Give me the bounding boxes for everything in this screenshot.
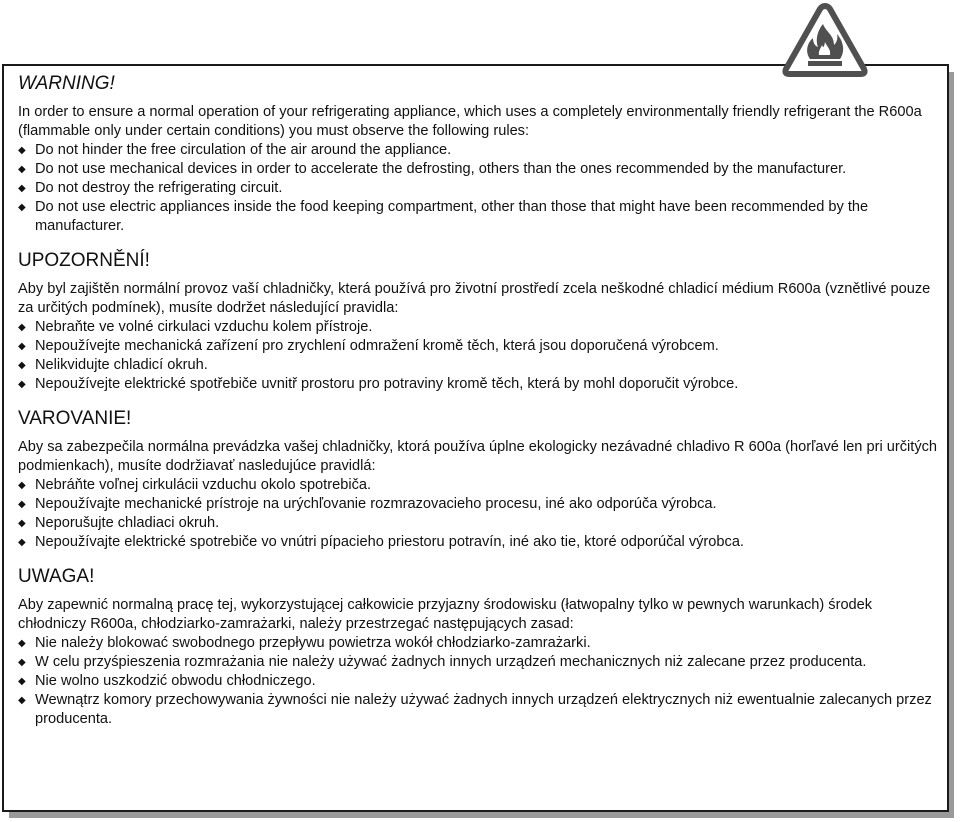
section-intro: Aby sa zabezpečila normálna prevádzka vašej chladničky, ktorá používa úplne ekologicky nezávadné chladivo R 600a (horľavé len pri určitých podmienkach), musíte dodržiavať nasledujúce pravidlá: [18,439,938,474]
bullet-icon: ◆ [18,379,26,390]
rule-item [18,634,938,653]
section-english [18,72,938,236]
section-heading: UPOZORNĚNÍ! [18,250,150,271]
rule-text: Nebráňte voľnej cirkulácii vzduchu okolo spotrebiča. [35,477,372,493]
rules-list [18,634,938,729]
rule-item [18,198,938,236]
bullet-icon: ◆ [18,537,26,548]
rule-item [18,356,938,375]
bullet-icon: ◆ [18,183,26,194]
rules-list [18,476,938,552]
rule-item [18,337,938,356]
rule-item [18,141,938,160]
rule-item [18,160,938,179]
rules-list [18,318,938,394]
rule-text: Do not use mechanical devices in order to accelerate the defrosting, others than the ones recommended by the manufacturer. [35,161,847,177]
rule-item [18,653,938,672]
rule-item [18,495,938,514]
rule-text: Nie wolno uszkodzić obwodu chłodniczego. [35,673,316,689]
rule-text: Neporušujte chladiaci okruh. [35,515,220,531]
rule-item [18,476,938,495]
rule-text: Nepoužívajte mechanické prístroje na urýchľovanie rozmrazovacieho procesu, iné ako odporúča výrobca. [35,496,717,512]
bullet-icon: ◆ [18,676,26,687]
bullet-icon: ◆ [18,145,26,156]
rule-text: Wewnątrz komory przechowywania żywności nie należy używać żadnych innych urządzeń elektrycznych niż ewentualnie zalecanych przez producenta. [35,692,932,727]
section-heading: VAROVANIE! [18,408,132,429]
rule-text: Nie należy blokować swobodnego przepływu powietrza wokół chłodziarko-zamrażarki. [35,635,591,651]
bullet-icon: ◆ [18,695,26,706]
rule-item [18,375,938,394]
rule-text: Do not hinder the free circulation of the air around the appliance. [35,142,452,158]
rule-text: Nepoužívejte elektrické spotřebiče uvnitř prostoru pro potraviny kromě těch, která by mohl doporučit výrobce. [35,376,739,392]
rule-item [18,179,938,198]
bullet-icon: ◆ [18,638,26,649]
section-heading: UWAGA! [18,566,95,587]
rule-text: Do not use electric appliances inside the food keeping compartment, other than those that might have been recommended by the manufacturer. [35,199,869,234]
rule-text: Nepoužívejte mechanická zařízení pro zrychlení odmražení kromě těch, která jsou doporučená výrobcem. [35,338,719,354]
rule-text: Do not destroy the refrigerating circuit. [35,180,283,196]
rule-item [18,318,938,337]
flammable-warning-icon [782,2,868,78]
bullet-icon: ◆ [18,480,26,491]
rule-text: Nelikvidujte chladicí okruh. [35,357,208,373]
section-slovak [18,407,938,552]
bullet-icon: ◆ [18,518,26,529]
warning-content [18,72,938,729]
section-intro: In order to ensure a normal operation of your refrigerating appliance, which uses a completely environmentally friendly refrigerant the R600a (flammable only under certain conditions) you must observe the following rules: [18,104,922,139]
rule-text: W celu przyśpieszenia rozmrażania nie należy używać żadnych innych urządzeń mechanicznych niż zalecane przez producenta. [35,654,867,670]
section-intro: Aby byl zajištěn normální provoz vaší chladničky, která používá pro životní prostředí zcela neškodné chladicí médium R600a (vznětlivé pouze za určitých podmínek), musíte dodržet následující pravidla: [18,281,931,316]
rule-text: Nebraňte ve volné cirkulaci vzduchu kolem přístroje. [35,319,373,335]
bullet-icon: ◆ [18,164,26,175]
rule-item [18,691,938,729]
rule-item [18,672,938,691]
section-intro: Aby zapewnić normalną pracę tej, wykorzystującej całkowicie przyjazny środowisku (łatwopalny tylko w pewnych warunkach) środek chłodniczy R600a, chłodziarko-zamrażarki, należy przestrzegać następujących zasad: [18,597,873,632]
bullet-icon: ◆ [18,202,26,213]
rules-list [18,141,938,236]
rule-item [18,514,938,533]
bullet-icon: ◆ [18,657,26,668]
rule-text: Nepoužívajte elektrické spotrebiče vo vnútri pípacieho priestoru potravín, iné ako tie, ktoré odporúčal výrobca. [35,534,744,550]
bullet-icon: ◆ [18,341,26,352]
section-polish [18,565,938,729]
section-czech [18,249,938,394]
warning-box [2,64,949,812]
bullet-icon: ◆ [18,322,26,333]
bullet-icon: ◆ [18,360,26,371]
rule-item [18,533,938,552]
section-heading: WARNING! [18,73,115,94]
bullet-icon: ◆ [18,499,26,510]
